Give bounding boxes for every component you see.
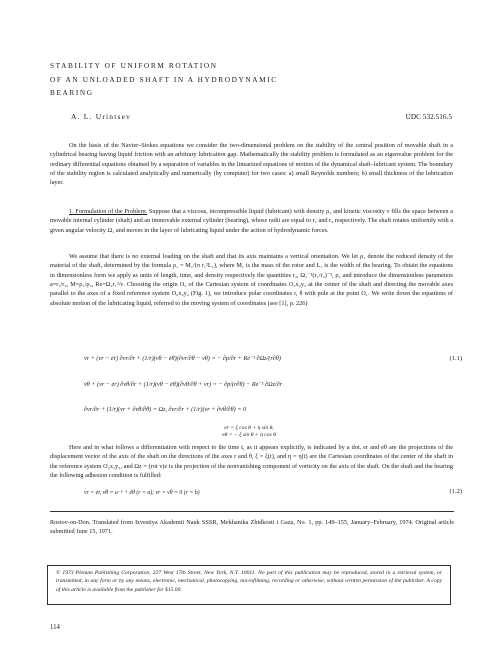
title-line-1: STABILITY OF UNIFORM ROTATION <box>50 61 218 70</box>
udc-code: UDC 532.516.5 <box>405 112 452 121</box>
page-number: 114 <box>50 624 60 631</box>
paragraph-2: We assume that there is no external loading on the shaft and that its axis maintains a vertical orientation. We let ρ₁ denote the reduced density of the material of the shaft, determined by the formula ρ₁ = M₁/(π r₁²L₁), where M₁ is the mass of the rotor and L₁ is the width of the bearing. To obtain the equations in dimensionless form we apply as units of length, time, and density respectively the quantities r₂, Ω₁⁻¹(r₁/r₂)⁻², ρ₂ and introduce the dimensionless parameters a=r₁/r₂, M=ρ₁/ρ₂, Re=Ω₁r₁²/ν. Choosing the origin O₂ of the Cartesian system of coordinates O₂x₂y₂ at the center of the shaft and directing the movable axes parallel to the axes of a fixed reference system O₂x₂y₂ (Fig. 1), we introduce polar coordinates r, θ with pole at the point O₁. We write down the equations of absolute motion of the lubricating liquid, referred to the moving system of coordinates (see [1], p. 226) <box>50 253 453 307</box>
equation-1-1b: v̇θ + (vr − ėr) ∂vθ/∂r + (1/r)(vθ − ėθ)(∂vθ/∂θ + vr) = − ∂p/(r∂θ) − Re⁻¹ ∂Ωz/∂r <box>84 381 283 388</box>
equation-1-1c: ∂vr/∂r + (1/r)(vr + ∂vθ/∂θ) = Ωz, ∂vr/∂r + (1/r)(vr + ∂vθ/∂θ) = 0 <box>84 406 247 413</box>
equation-number-1-2: (1.2) <box>449 488 462 495</box>
title-line-3: BEARING <box>50 88 94 97</box>
equation-1-1d: er = ξ cos θ + η sin θ, <box>224 425 274 431</box>
footnote-divider <box>50 511 454 512</box>
section-1-paragraph <box>50 207 453 235</box>
abstract-paragraph: On the basis of the Navier–Stokes equations we consider the two-dimensional problem on the stability of the central position of movable shaft in a cylindrical bearing having liquid friction with an arbitrary lubrication gap. Mathematically the stability problem is formulated as an eigenvalue problem for the ordinary differential equations obtained by a separation of variables in the linearized equations of motion of the dynamical shaft–lubricant system. The boundary of the stability region is calculated analytically and numerically (by computer) for two cases: a) small Reynolds numbers; b) small thickness of the lubrication layer. <box>50 142 453 187</box>
title-line-2: OF AN UNLOADED SHAFT IN A HYDRODYNAMIC <box>50 74 278 84</box>
author-name: A. L. Urintsev <box>71 112 132 121</box>
article-title <box>50 59 460 100</box>
copyright-notice: © 1973 Plenum Publishing Corporation, 227 West 17th Street, New York, N.Y. 10011. No part of this publication may be reproduced, stored in a retrieval system, or transmitted, in any form or by any means, electronic, mechanical, photocopying, microfilming, recording or otherwise, without written permission of the publisher. A copy of this article is available from the publisher for $15.00. <box>47 565 451 605</box>
equation-number-1-1: (1.1) <box>449 355 462 362</box>
equation-1-1a: v̇r + (vr − ėr) ∂vr/∂r + (1/r)(vθ − ėθ)(∂vr/∂θ − vθ) = − ∂p/∂r + Re⁻¹ ∂Ωz/(r∂θ) <box>84 355 281 362</box>
footnote: Rostov-on-Don. Translated from Izvestiya Akademii Nauk SSSR, Mekhanika Zhidkosti i Gaza, No. 1, pp. 149–155, January–February, 1974. Original article submitted June 15, 1971. <box>50 519 454 536</box>
section-1-text: Suppose that a viscous, incompressible liquid (lubricant) with density ρ₂ and kinetic viscosity ν fills the space between a movable internal cylinder (shaft) and an immovable external cylinder (bearing), whose radii are equal to r₁ and r₂ respectively. The shaft rotates uniformly with a given angular velocity Ω₁ and moves in the layer of lubricating liquid under the action of hydrodynamic forces. <box>50 208 453 234</box>
equation-1-1e: eθ = − ξ sin θ + η cos θ <box>222 432 276 438</box>
section-1-heading: 1. Formulation of the Problem. <box>69 208 148 215</box>
paragraph-3: Here and in what follows a differentiation with respect to the time t, as it appears explicitly, is indicated by a dot. er and eθ are the projections of the displacement vector of the axis of the shaft on the directions of the axes r and θ, ξ = ξ(t), and η = η(t) are the Cartesian coordinates of the center of the shaft in the reference system O₂x₂y₂, and Ωz = (rot v)z is the projection of the nonvanishing component of vorticity on the axis of the shaft. On the shaft and the bearing the following adhesion condition is fulfilled: <box>50 444 453 480</box>
equation-1-2: vr = ėr, vθ = a⁻¹ + ėθ (r = a); vr = vθ = 0 (r = b) <box>84 490 200 496</box>
